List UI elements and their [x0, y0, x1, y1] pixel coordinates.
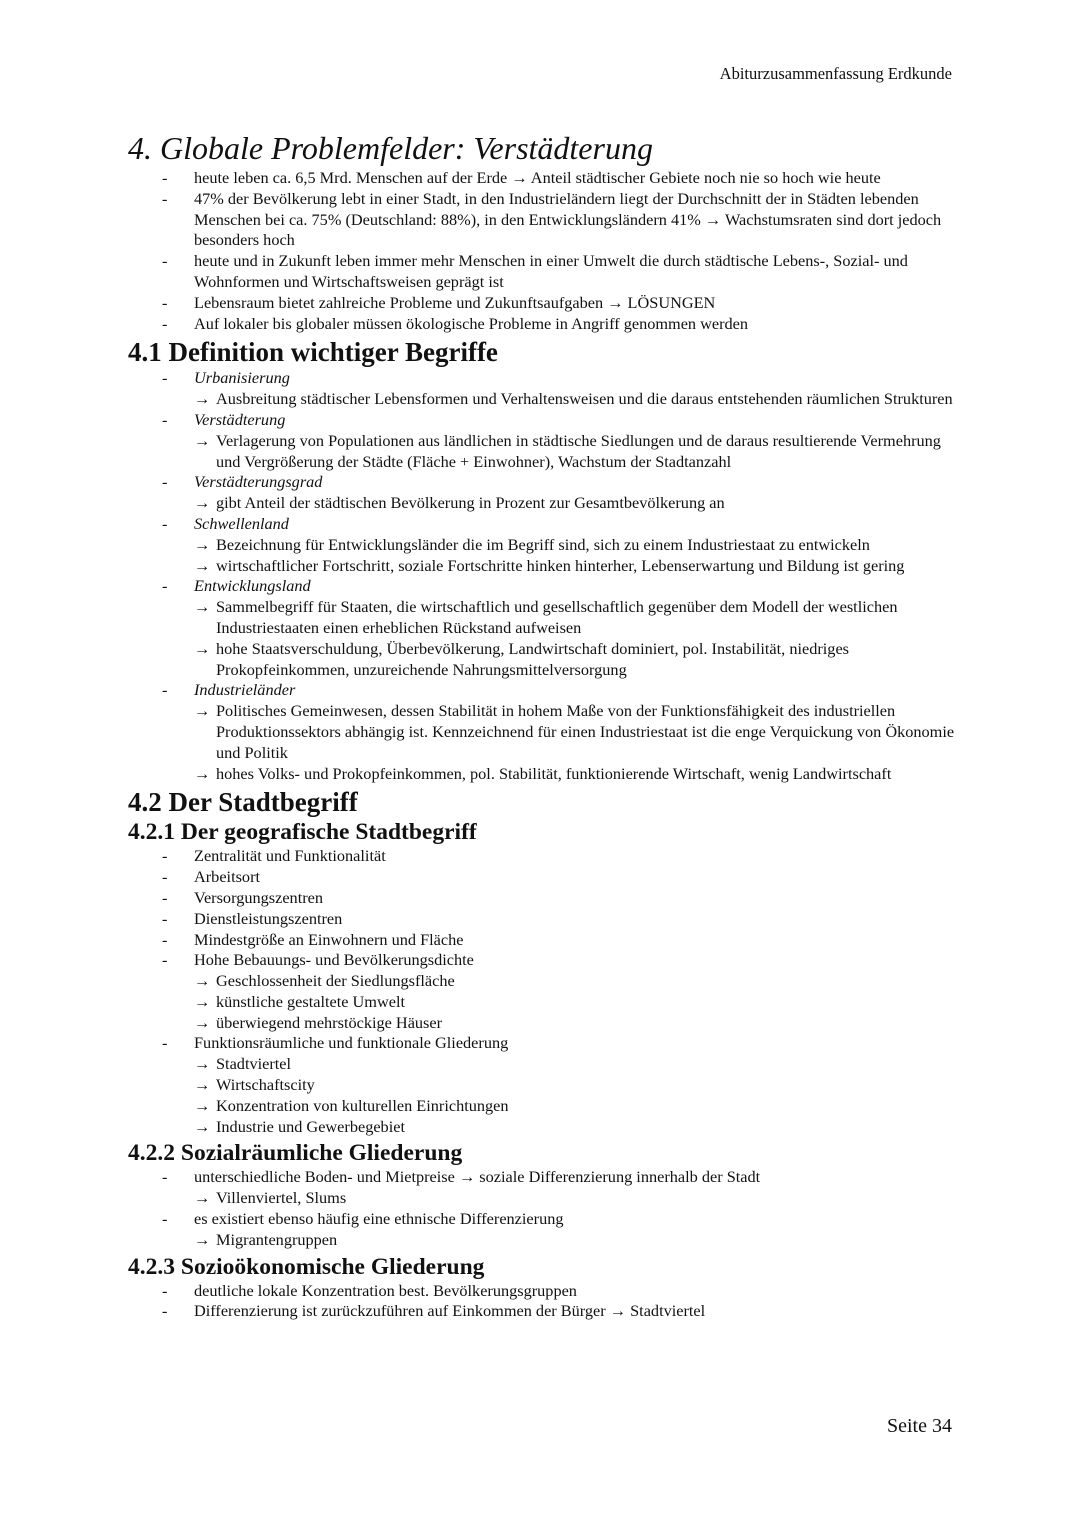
- list-item: [128, 1209, 958, 1251]
- arrow-icon: →: [194, 971, 211, 991]
- section-4-1-list: [128, 368, 958, 784]
- sub-point: → gibt Anteil der städtischen Bevölkerung in Prozent zur Gesamtbevölkerung an: [194, 493, 725, 513]
- term-name: - Schwellenland: [194, 513, 289, 533]
- list-item: [128, 909, 958, 930]
- sub-point: → Sammelbegriff für Staaten, die wirtschaftlich und gesellschaftlich gegenüber dem Modell der westlichen Industriestaaten einen erheblichen Rückstand aufweisen: [194, 597, 898, 637]
- list-item: [128, 867, 958, 888]
- list-item: [128, 1167, 958, 1209]
- sub-point: → wirtschaftlicher Fortschritt, soziale Fortschritte hinken hinterher, Lebenserwartung und Bildung ist gering: [194, 555, 905, 575]
- page-header: Abiturzusammenfassung Erdkunde: [719, 64, 952, 83]
- term-item: [128, 472, 958, 514]
- list-item: - Lebensraum bietet zahlreiche Probleme und Zukunftsaufgaben → LÖSUNGEN: [128, 293, 958, 314]
- item-text: deutliche lokale Konzentration best. Bevölkerungsgruppen: [194, 1280, 577, 1300]
- sub-point: → hohe Staatsverschuldung, Überbevölkerung, Landwirtschaft dominiert, pol. Instabilität, niedriges Prokopfeinkommen, unzureichende Nahrungsmittelversorgung: [194, 638, 850, 679]
- sub-point: → hohes Volks- und Prokopfeinkommen, pol. Stabilität, funktionierende Wirtschaft, wenig Landwirtschaft: [194, 763, 892, 783]
- sub-point: → überwiegend mehrstöckige Häuser: [194, 1012, 443, 1032]
- sub-point: → Verlagerung von Populationen aus ländlichen in städtische Siedlungen und de daraus resultierende Vermehrung und Vergrößerung der Städte (Fläche + Einwohner), Wachstum der Stadtanzahl: [194, 430, 941, 471]
- arrow-icon: →: [194, 430, 211, 450]
- arrow-icon: →: [194, 763, 211, 783]
- section-4-2-3-list: [128, 1281, 958, 1323]
- list-item: [128, 930, 958, 951]
- sub-point: → Wirtschaftscity: [194, 1075, 315, 1095]
- item-text: Mindestgröße an Einwohnern und Fläche: [194, 929, 464, 949]
- list-item: [128, 846, 958, 867]
- item-text: Dienstleistungszentren: [194, 908, 343, 928]
- list-item: - heute leben ca. 6,5 Mrd. Menschen auf der Erde → Anteil städtischer Gebiete noch nie so hoch wie heute: [128, 168, 958, 189]
- term-name: - Verstädterung: [194, 409, 286, 429]
- list-item: [128, 888, 958, 909]
- term-name: - Industrieländer: [194, 680, 296, 700]
- arrow-icon: →: [194, 597, 211, 617]
- arrow-icon: →: [194, 493, 211, 513]
- sub-point: → Geschlossenheit der Siedlungsfläche: [194, 971, 455, 991]
- sub-point: → künstliche gestaltete Umwelt: [194, 991, 405, 1011]
- sub-point: → Politisches Gemeinwesen, dessen Stabilität in hohem Maße von der Funktionsfähigkeit des industriellen Produktionssektors abhängig ist. Kennzeichnend für einen Industriestaat ist die enge Verquickung von Ökonomie und Politik: [194, 701, 955, 762]
- term-item: [128, 576, 958, 680]
- arrow-icon: →: [194, 1012, 211, 1032]
- sub-point: → Stadtviertel: [194, 1054, 292, 1074]
- section-4-2-title: 4.2 Der Stadtbegriff: [128, 787, 358, 818]
- list-item: - Auf lokaler bis globaler müssen ökologische Probleme in Angriff genommen werden: [128, 314, 958, 335]
- arrow-icon: →: [194, 1054, 211, 1074]
- section-4-title: 4. Globale Problemfelder: Verstädterung: [128, 130, 653, 166]
- section-4-1-title: 4.1 Definition wichtiger Begriffe: [128, 337, 498, 368]
- page-content: [128, 128, 958, 1322]
- section-4-2-2-title: 4.2.2 Sozialräumliche Gliederung: [128, 1140, 463, 1167]
- list-item: [128, 1301, 958, 1322]
- section-4-2-2-list: [128, 1167, 958, 1250]
- term-item: [128, 368, 958, 410]
- item-text: Funktionsräumliche und funktionale Gliederung: [194, 1033, 509, 1053]
- arrow-icon: →: [194, 1229, 211, 1249]
- arrow-icon: →: [194, 701, 211, 721]
- list-item: - heute und in Zukunft leben immer mehr Menschen in einer Umwelt die durch städtische Lebens-, Sozial- und Wohnformen und Wirtschaftsweisen geprägt ist: [128, 251, 958, 293]
- arrow-icon: →: [194, 991, 211, 1011]
- arrow-icon: →: [194, 534, 211, 554]
- sub-point: → Industrie und Gewerbegebiet: [194, 1116, 405, 1136]
- arrow-icon: →: [194, 555, 211, 575]
- sub-point: → Bezeichnung für Entwicklungsländer die im Begriff sind, sich zu einem Industriestaat zu entwickeln: [194, 534, 870, 554]
- term-name: - Entwicklungsland: [194, 576, 311, 596]
- term-item: [128, 680, 958, 784]
- arrow-icon: →: [194, 1075, 211, 1095]
- sub-point: → Ausbreitung städtischer Lebensformen und Verhaltensweisen und die daraus entstehenden räumlichen Strukturen: [194, 389, 953, 409]
- arrow-icon: →: [194, 1116, 211, 1136]
- arrow-icon: →: [194, 1188, 211, 1208]
- list-item: [128, 1033, 958, 1137]
- arrow-icon: →: [194, 389, 211, 409]
- sub-point: → Villenviertel, Slums: [194, 1188, 347, 1208]
- item-text: Versorgungszentren: [194, 887, 324, 907]
- section-4-2-1-list: [128, 846, 958, 1137]
- term-item: [128, 514, 958, 576]
- item-text: unterschiedliche Boden- und Mietpreise → soziale Differenzierung innerhalb der Stadt: [194, 1167, 761, 1187]
- sub-point: → Konzentration von kulturellen Einrichtungen: [194, 1095, 509, 1115]
- term-item: [128, 410, 958, 472]
- arrow-icon: →: [194, 1095, 211, 1115]
- item-text: Differenzierung ist zurückzuführen auf Einkommen der Bürger → Stadtviertel: [194, 1301, 706, 1321]
- term-name: - Verstädterungsgrad: [194, 472, 323, 492]
- section-4-list: [128, 168, 958, 334]
- list-item: [128, 1281, 958, 1302]
- page-number: Seite 34: [887, 1415, 952, 1437]
- arrow-icon: →: [194, 638, 211, 658]
- item-text: Arbeitsort: [194, 867, 261, 887]
- section-4-2-1-title: 4.2.1 Der geografische Stadtbegriff: [128, 819, 477, 846]
- list-item: [128, 950, 958, 1033]
- item-text: Zentralität und Funktionalität: [194, 846, 386, 866]
- term-name: - Urbanisierung: [194, 368, 290, 388]
- sub-point: → Migrantengruppen: [194, 1229, 338, 1249]
- item-text: es existiert ebenso häufig eine ethnische Differenzierung: [194, 1209, 564, 1229]
- section-4-2-3-title: 4.2.3 Sozioökonomische Gliederung: [128, 1253, 485, 1280]
- list-item: - 47% der Bevölkerung lebt in einer Stadt, in den Industrieländern liegt der Durchschnitt der in Städten lebenden Menschen bei ca. 75% (Deutschland: 88%), in den Entwicklungsländern 41% → Wachstumsraten sind dort jedoch besonders hoch: [128, 189, 958, 251]
- item-text: Hohe Bebauungs- und Bevölkerungsdichte: [194, 950, 474, 970]
